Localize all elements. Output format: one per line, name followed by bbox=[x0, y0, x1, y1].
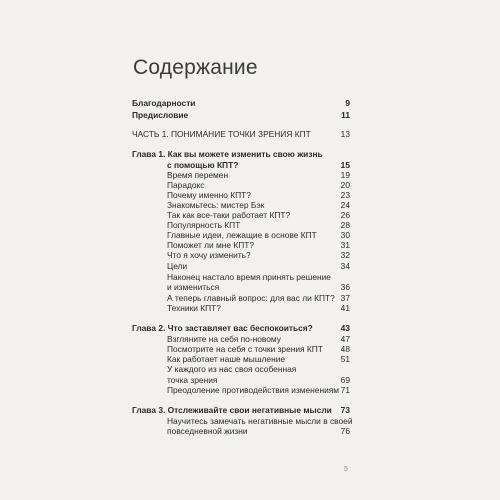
toc-entry-title: и измениться bbox=[167, 282, 220, 292]
toc-entry-page: 51 bbox=[340, 354, 350, 364]
toc-entry-title: Время перемен bbox=[167, 170, 229, 180]
toc-entry-page: 26 bbox=[340, 210, 350, 220]
toc-entry-page: 23 bbox=[340, 190, 350, 200]
toc-entry-title: Что я хочу изменить? bbox=[167, 250, 251, 260]
toc-entry-page: 24 bbox=[340, 200, 350, 210]
toc-entry bbox=[0, 129, 500, 140]
toc-entry-title: Наконец настало время принять решение bbox=[167, 272, 331, 282]
toc-entry-title: Поможет ли мне КПТ? bbox=[167, 240, 255, 250]
toc-entry-page: 9 bbox=[345, 98, 350, 108]
page-title: Содержание bbox=[133, 56, 258, 79]
toc-entry bbox=[0, 364, 500, 375]
toc-entry-title: Посмотрите на себя с точки зрения КПТ bbox=[167, 344, 323, 354]
toc-entry-page: 47 bbox=[340, 334, 350, 344]
toc-entry-page: 28 bbox=[340, 220, 350, 230]
toc-entry-page: 73 bbox=[340, 405, 350, 415]
toc-entry-title: Почему именно КПТ? bbox=[167, 190, 251, 200]
toc-entry-title: У каждого из нас своя особенная bbox=[167, 364, 297, 374]
toc-entry-title: Знакомьтесь: мистер Бэк bbox=[167, 200, 265, 210]
toc-entry-title: Преодоление противодействия изменениям bbox=[167, 385, 340, 395]
toc-entry-title: Глава 1. Как вы можете изменить свою жизнь bbox=[132, 149, 323, 159]
toc-entry-page: 69 bbox=[340, 375, 350, 385]
toc-entry-title: Так как все-таки работает КПТ? bbox=[167, 210, 291, 220]
toc-entry-title: с помощью КПТ? bbox=[167, 160, 239, 170]
toc-entry bbox=[0, 149, 500, 160]
toc-entry bbox=[0, 405, 500, 416]
toc-entry-page: 13 bbox=[340, 129, 350, 139]
toc-entry-title: Благодарности bbox=[132, 98, 196, 108]
toc-entry-page: 30 bbox=[340, 230, 350, 240]
toc-entry bbox=[0, 250, 500, 261]
toc-entry-page: 76 bbox=[340, 426, 350, 436]
toc-entry bbox=[0, 426, 500, 437]
toc-entry-title: Парадокс bbox=[167, 180, 205, 190]
toc-entry-title: Глава 3. Отслеживайте свои негативные мысли bbox=[132, 405, 332, 415]
toc-entry bbox=[0, 323, 500, 334]
toc-entry-title: ЧАСТЬ 1. ПОНИМАНИЕ ТОЧКИ ЗРЕНИЯ КПТ bbox=[132, 129, 311, 139]
toc-entry-page: 32 bbox=[340, 250, 350, 260]
toc-entry-title: Глава 2. Что заставляет вас беспокоиться? bbox=[132, 323, 313, 333]
toc-entry-page: 31 bbox=[340, 240, 350, 250]
toc-entry-title: Научитесь замечать негативные мысли в своей bbox=[167, 416, 353, 426]
page-number: 5 bbox=[344, 466, 348, 473]
toc-entry-page: 20 bbox=[340, 180, 350, 190]
toc-entry-title: А теперь главный вопрос: для вас ли КПТ? bbox=[167, 293, 335, 303]
toc-entry bbox=[0, 261, 500, 272]
toc-entry bbox=[0, 98, 500, 109]
toc-entry-title: повседневной жизни bbox=[167, 426, 248, 436]
toc-entry-page: 41 bbox=[340, 303, 350, 313]
toc-entry-title: Предисловие bbox=[132, 110, 189, 120]
toc-entry bbox=[0, 303, 500, 314]
toc-entry bbox=[0, 110, 500, 121]
toc-entry-title: Взгляните на себя по-новому bbox=[167, 334, 281, 344]
toc-entry-page: 19 bbox=[340, 170, 350, 180]
toc-entry-title: точка зрения bbox=[167, 375, 218, 385]
toc-entry-page: 36 bbox=[340, 282, 350, 292]
toc-entry-page: 34 bbox=[340, 261, 350, 271]
toc-entry-page: 43 bbox=[340, 323, 350, 333]
toc-entry-title: Техники КПТ? bbox=[167, 303, 221, 313]
toc-entry bbox=[0, 385, 500, 396]
toc-entry bbox=[0, 282, 500, 293]
toc-entry-title: Популярность КПТ bbox=[167, 220, 241, 230]
toc-entry-page: 71 bbox=[340, 385, 350, 395]
toc-entry-title: Цели bbox=[167, 261, 188, 271]
toc-entry-title: Как работает наше мышление bbox=[167, 354, 286, 364]
toc-entry-page: 37 bbox=[340, 293, 350, 303]
toc-entry-page: 11 bbox=[341, 110, 350, 120]
toc-entry-page: 15 bbox=[340, 160, 350, 170]
toc-entry-page: 48 bbox=[340, 344, 350, 354]
toc-entry-title: Главные идеи, лежащие в основе КПТ bbox=[167, 230, 317, 240]
